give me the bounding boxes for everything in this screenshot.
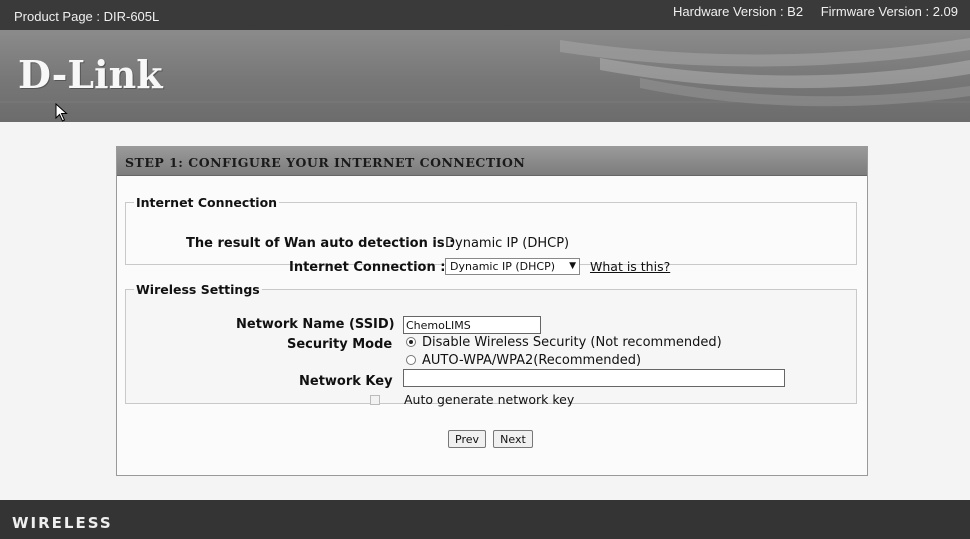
top-info-bar — [0, 0, 970, 30]
mouse-cursor-icon — [55, 103, 69, 123]
wan-detection-value: Dynamic IP (DHCP) — [445, 236, 570, 251]
internet-connection-select[interactable] — [445, 258, 580, 275]
prev-button[interactable]: Prev — [448, 430, 486, 448]
header-banner — [0, 30, 970, 122]
dropdown-arrow-icon: ▼ — [569, 261, 576, 271]
network-key-label: Network Key — [299, 374, 393, 389]
radio-wpa-wpa2-label: AUTO-WPA/WPA2(Recommended) — [422, 353, 642, 368]
auto-generate-key-checkbox[interactable] — [370, 395, 380, 405]
wireless-settings-legend: Wireless Settings — [136, 282, 260, 297]
ssid-label: Network Name (SSID) — [236, 317, 395, 332]
dlink-logo: D-Link — [18, 52, 163, 97]
firmware-version: Firmware Version : 2.09 — [820, 4, 958, 19]
product-page-label: Product Page : DIR-605L — [14, 9, 160, 24]
network-key-input[interactable] — [403, 369, 785, 387]
radio-disable-security-label: Disable Wireless Security (Not recommended) — [422, 335, 722, 350]
internet-connection-section — [125, 195, 857, 275]
security-mode-label: Security Mode — [287, 337, 393, 352]
version-info — [659, 4, 958, 19]
wireless-settings-section — [125, 282, 857, 407]
wireless-brand-label: WIRELESS — [12, 514, 113, 532]
setup-wizard-panel — [116, 146, 868, 476]
internet-connection-legend: Internet Connection — [136, 195, 278, 210]
step-title: STEP 1: CONFIGURE YOUR INTERNET CONNECTION — [117, 147, 867, 176]
what-is-this-link[interactable]: What is this? — [590, 259, 671, 274]
wan-detection-label: The result of Wan auto detection is : — [186, 236, 455, 251]
ssid-input[interactable]: ChemoLIMS — [403, 316, 541, 334]
internet-connection-selected: Dynamic IP (DHCP) — [450, 260, 556, 273]
footer-bar — [0, 500, 970, 539]
next-button[interactable]: Next — [493, 430, 533, 448]
hardware-version: Hardware Version : B2 — [673, 4, 804, 19]
auto-generate-key-label: Auto generate network key — [404, 392, 575, 407]
radio-wpa-wpa2[interactable] — [406, 355, 416, 365]
internet-connection-label: Internet Connection : — [289, 260, 446, 275]
radio-disable-security[interactable] — [406, 337, 416, 347]
